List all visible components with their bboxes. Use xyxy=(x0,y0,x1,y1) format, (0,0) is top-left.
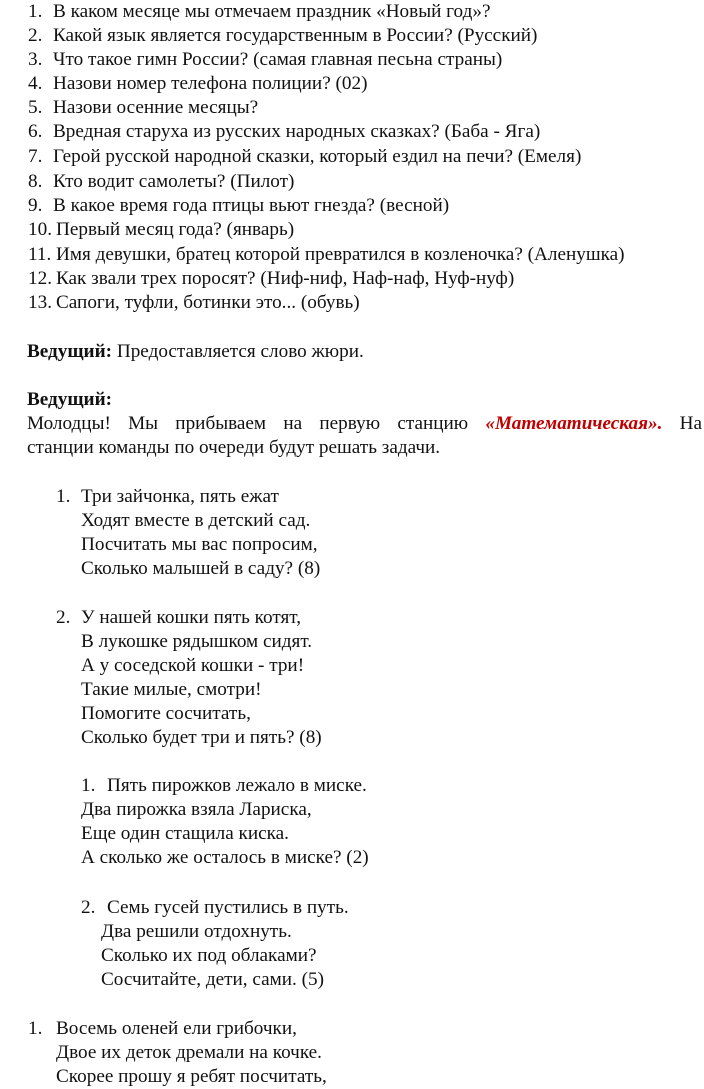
host-text-post: На xyxy=(662,413,703,434)
quiz-item-text: Назови номер телефона полиции? (02) xyxy=(53,73,368,94)
quiz-item-text: В каком месяце мы отмечаем праздник «Новый год»? xyxy=(53,1,491,22)
host-label: Ведущий: xyxy=(27,341,113,362)
problem-line: Такие милые, смотри! xyxy=(81,679,262,700)
quiz-item-text: Сапоги, туфли, ботинки это... (обувь) xyxy=(56,292,360,313)
quiz-item-text: В какое время года птицы вьют гнезда? (весной) xyxy=(53,195,450,216)
host-label: Ведущий: xyxy=(27,389,113,410)
quiz-item-number: 6. xyxy=(28,121,43,142)
problem-number: 2. xyxy=(81,897,96,918)
problem-number: 1. xyxy=(28,1018,43,1039)
problem-line: Сосчитайте, дети, сами. (5) xyxy=(101,969,324,990)
host-paragraph-jury xyxy=(27,340,364,364)
problem-line: В лукошке рядышком сидят. xyxy=(81,631,313,652)
problem-line: Еще один стащила киска. xyxy=(81,823,289,844)
quiz-item-number: 3. xyxy=(28,49,43,70)
quiz-item-number: 11. xyxy=(28,244,52,265)
problem-line: А сколько же осталось в миске? (2) xyxy=(81,847,369,868)
quiz-item-number: 4. xyxy=(28,73,43,94)
station-name: «Математическая». xyxy=(485,413,663,434)
problem-line: Пять пирожков лежало в миске. xyxy=(107,775,367,796)
quiz-item-number: 13. xyxy=(28,292,52,313)
quiz-item-number: 9. xyxy=(28,195,43,216)
quiz-item-text: Что такое гимн России? (самая главная песьна страны) xyxy=(53,49,503,70)
problem-line: Три зайчонка, пять ежат xyxy=(81,486,279,507)
problem-line: Посчитать мы вас попросим, xyxy=(81,534,318,555)
problem-number: 1. xyxy=(56,486,71,507)
quiz-item-text: Вредная старуха из русских народных сказках? (Баба - Яга) xyxy=(53,121,541,142)
quiz-item-number: 5. xyxy=(28,97,43,118)
quiz-item-number: 12. xyxy=(28,268,52,289)
problem-line: Восемь оленей ели грибочки, xyxy=(56,1018,297,1039)
quiz-item-number: 10. xyxy=(28,219,52,240)
problem-line: Два пирожка взяла Лариска, xyxy=(81,799,312,820)
quiz-item-text: Первый месяц года? (январь) xyxy=(56,219,295,240)
quiz-item-number: 2. xyxy=(28,25,43,46)
quiz-item-text: Какой язык является государственным в России? (Русский) xyxy=(53,25,538,46)
quiz-item-text: Имя девушки, братец которой превратился в козленочка? (Аленушка) xyxy=(56,244,625,265)
problem-line: Семь гусей пустились в путь. xyxy=(107,897,349,918)
host-text: Предоставляется слово жюри. xyxy=(112,341,364,362)
problem-line: Ходят вместе в детский сад. xyxy=(81,510,311,531)
quiz-item-text: Кто водит самолеты? (Пилот) xyxy=(53,171,295,192)
quiz-item-number: 7. xyxy=(28,146,43,167)
problem-line: Два решили отдохнуть. xyxy=(101,921,292,942)
quiz-item-text: Герой русской народной сказки, который ездил на печи? (Емеля) xyxy=(53,146,582,167)
problem-line: Скорее прошу я ребят посчитать, xyxy=(56,1066,327,1087)
quiz-item-number: 8. xyxy=(28,171,43,192)
host-text-pre: Молодцы! Мы прибываем на первую станцию xyxy=(27,413,486,434)
problem-line: Помогите сосчитать, xyxy=(81,703,251,724)
host-text-line2: станции команды по очереди будут решать задачи. xyxy=(27,437,441,458)
problem-line: У нашей кошки пять котят, xyxy=(81,607,302,628)
quiz-item-text: Как звали трех поросят? (Ниф-ниф, Наф-наф, Нуф-нуф) xyxy=(56,268,515,289)
problem-line: Сколько малышей в саду? (8) xyxy=(81,558,321,579)
problem-line: Сколько будет три и пять? (8) xyxy=(81,727,322,748)
problem-line: Двое их деток дремали на кочке. xyxy=(56,1042,322,1063)
problem-line: Сколько их под облаками? xyxy=(101,945,317,966)
problem-line: А у соседской кошки - три! xyxy=(81,655,305,676)
problem-number: 1. xyxy=(81,775,96,796)
host-paragraph-station xyxy=(27,412,702,436)
quiz-item-number: 1. xyxy=(28,1,43,22)
problem-number: 2. xyxy=(56,607,71,628)
quiz-item-text: Назови осенние месяцы? xyxy=(53,97,259,118)
